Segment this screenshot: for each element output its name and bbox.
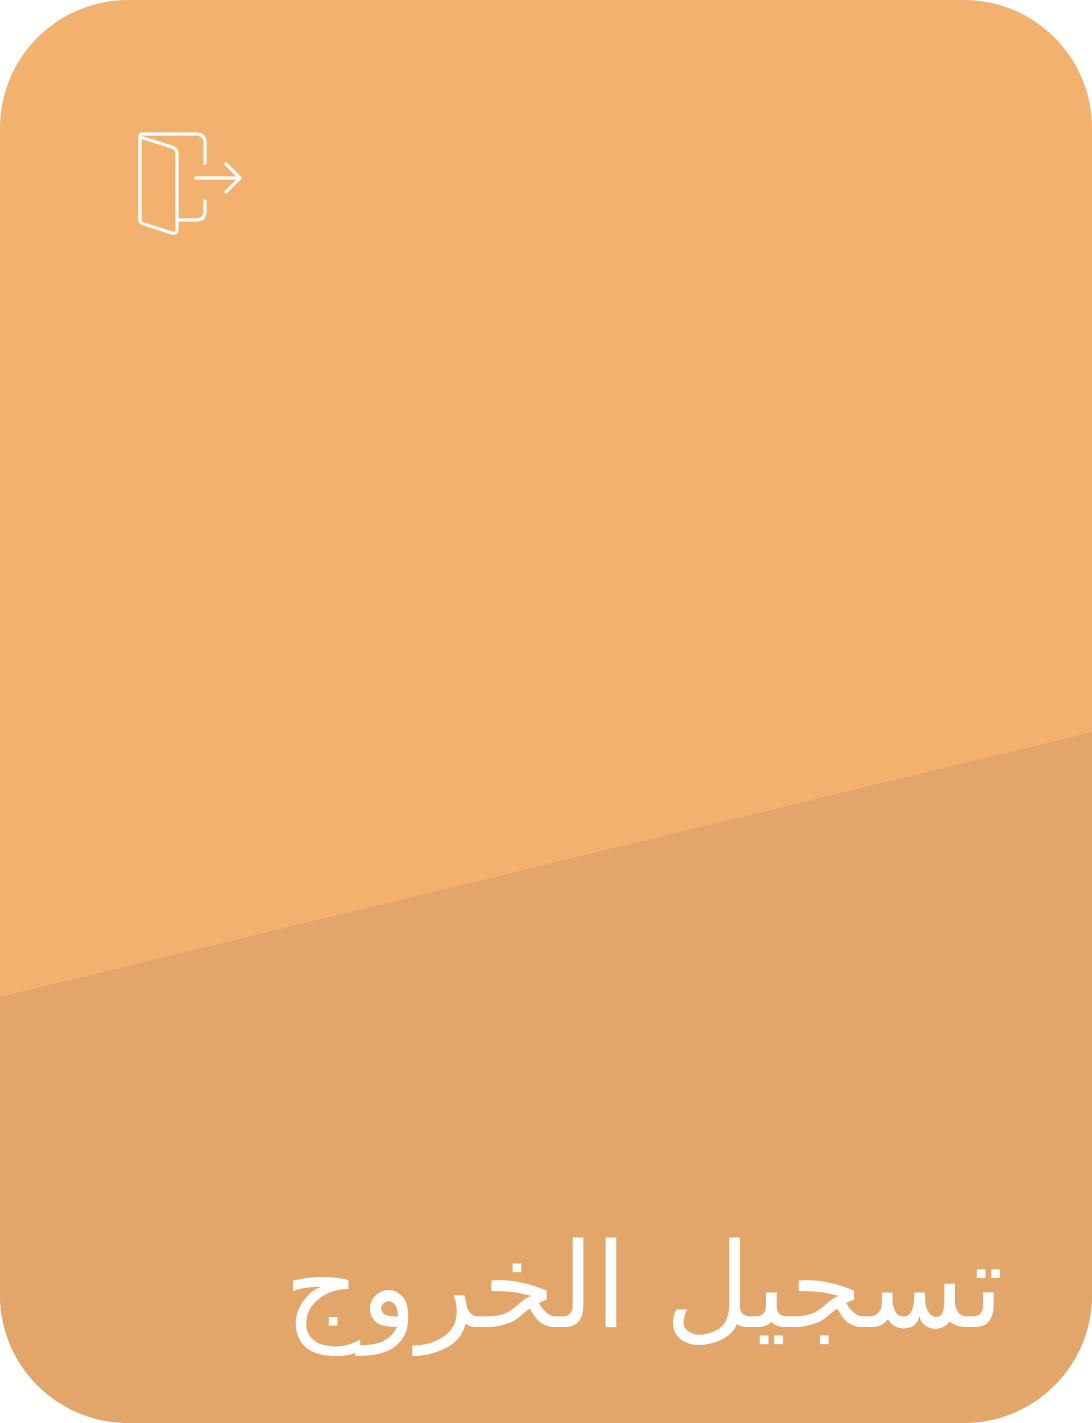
logout-label: تسجيل الخروج: [284, 1217, 1004, 1355]
logout-icon: [130, 125, 250, 243]
